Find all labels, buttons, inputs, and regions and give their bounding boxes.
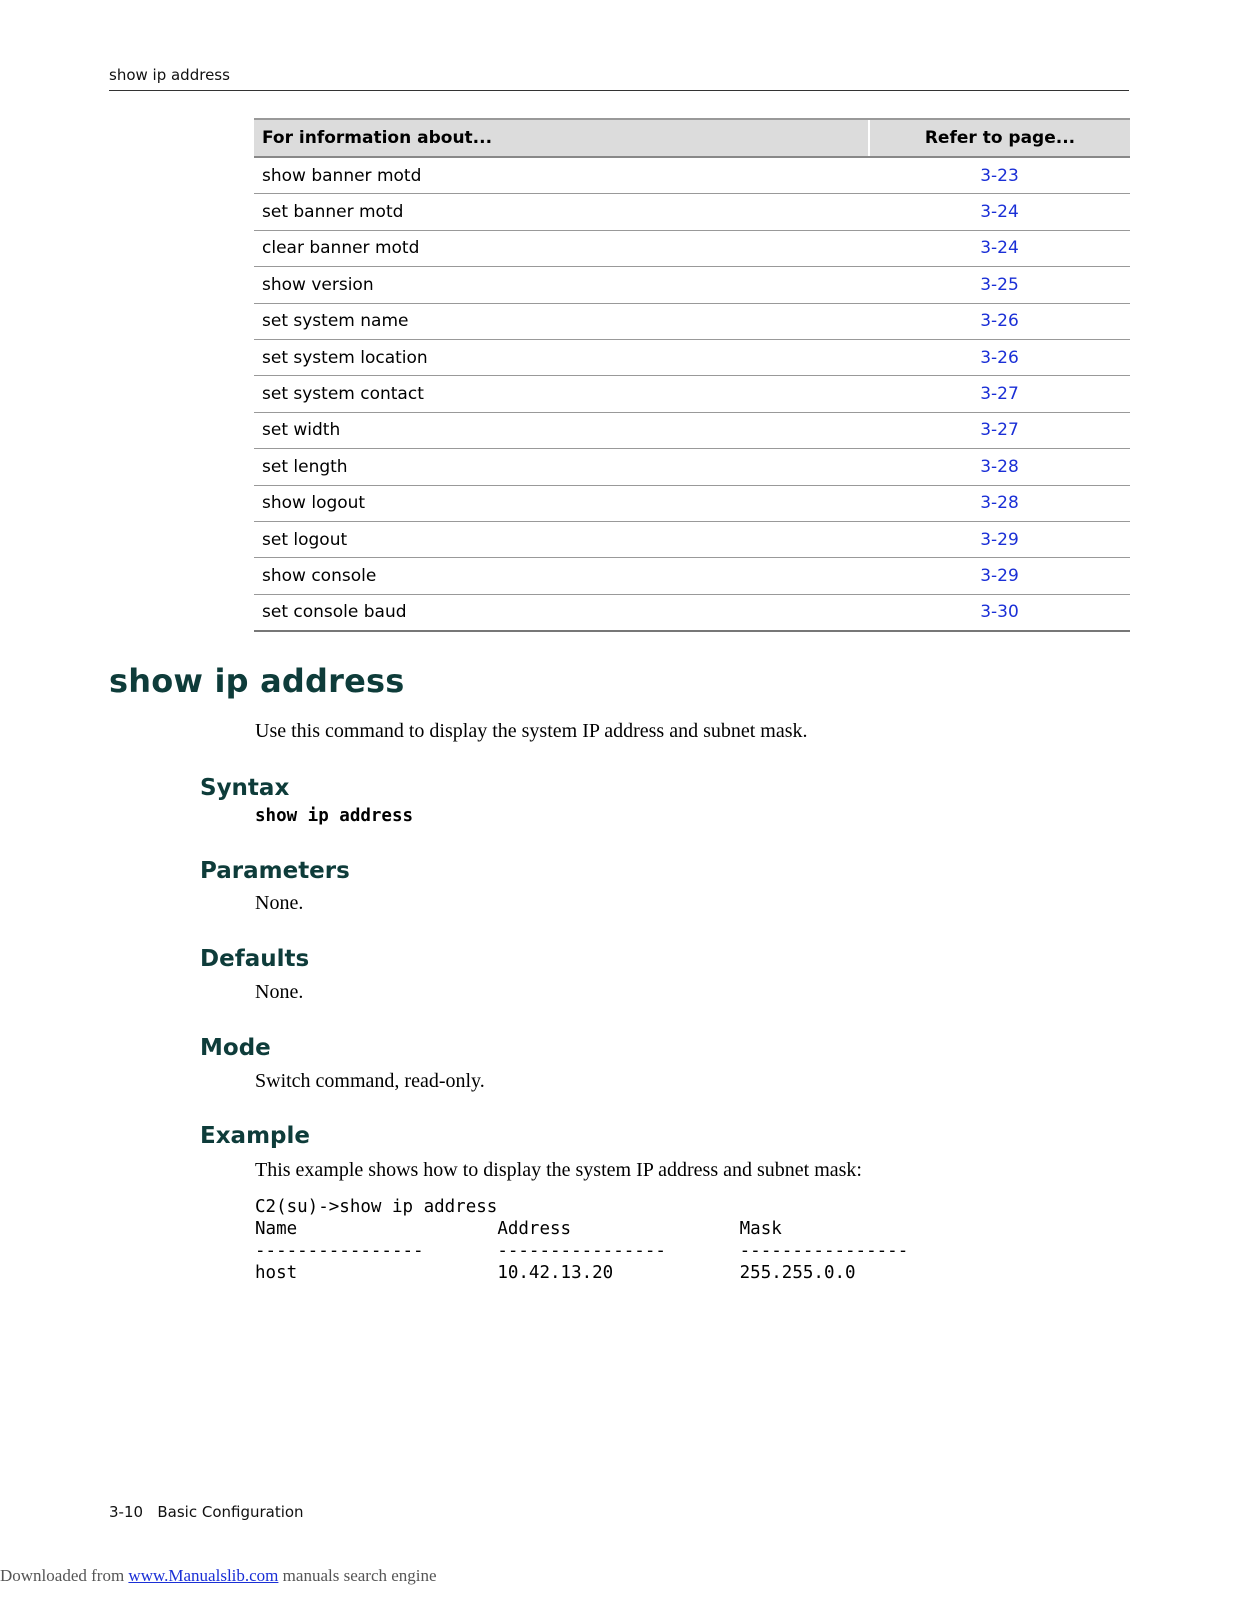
table-row [254, 376, 1130, 412]
topic-cell: show console [254, 558, 869, 594]
parameters-text: None. [255, 892, 304, 914]
download-suffix: manuals search engine [278, 1566, 437, 1585]
topic-cell: set banner motd [254, 194, 869, 230]
page-link[interactable]: 3-26 [869, 303, 1130, 339]
defaults-text: None. [255, 981, 304, 1003]
table-row [254, 303, 1130, 339]
table-row [254, 194, 1130, 230]
topic-cell: clear banner motd [254, 230, 869, 266]
download-prefix: Downloaded from [0, 1566, 129, 1585]
table-row [254, 558, 1130, 594]
section-title: show ip address [109, 662, 405, 700]
page-link[interactable]: 3-24 [869, 194, 1130, 230]
mode-heading: Mode [200, 1035, 271, 1061]
page-link[interactable]: 3-29 [869, 558, 1130, 594]
column-header-topic: For information about... [254, 119, 869, 157]
footer-chapter: Basic Configuration [157, 1503, 304, 1521]
page-link[interactable]: 3-27 [869, 412, 1130, 448]
table-row [254, 230, 1130, 266]
topic-cell: set system location [254, 339, 869, 375]
download-notice [0, 1566, 437, 1586]
page-link[interactable]: 3-28 [869, 485, 1130, 521]
syntax-command: show ip address [255, 806, 414, 826]
example-output: C2(su)->show ip address Name Address Mask ---------------- ---------------- ---------------- host 10.42.13.20 255.255.0.0 [255, 1197, 909, 1283]
manualslib-link[interactable]: www.Manualslib.com [128, 1566, 279, 1585]
table-header-row [254, 119, 1130, 157]
reference-table [254, 118, 1130, 632]
page-link[interactable]: 3-30 [869, 594, 1130, 631]
page-link[interactable]: 3-27 [869, 376, 1130, 412]
topic-cell: show version [254, 267, 869, 303]
topic-cell: set system contact [254, 376, 869, 412]
defaults-heading: Defaults [200, 946, 310, 972]
parameters-heading: Parameters [200, 858, 350, 884]
mode-text: Switch command, read-only. [255, 1070, 485, 1092]
topic-cell: set logout [254, 521, 869, 557]
page-link[interactable]: 3-23 [869, 157, 1130, 194]
example-intro: This example shows how to display the system IP address and subnet mask: [255, 1159, 862, 1181]
table-row [254, 521, 1130, 557]
page-link[interactable]: 3-28 [869, 449, 1130, 485]
section-intro: Use this command to display the system IP address and subnet mask. [255, 720, 808, 742]
syntax-heading: Syntax [200, 775, 290, 801]
example-heading: Example [200, 1123, 310, 1149]
column-header-page: Refer to page... [869, 119, 1130, 157]
table-row [254, 339, 1130, 375]
running-header: show ip address [109, 66, 1129, 91]
page-footer [109, 1503, 304, 1521]
table-row [254, 267, 1130, 303]
table-row [254, 449, 1130, 485]
page-link[interactable]: 3-25 [869, 267, 1130, 303]
topic-cell: show banner motd [254, 157, 869, 194]
table-row [254, 412, 1130, 448]
table-row [254, 594, 1130, 631]
topic-cell: set width [254, 412, 869, 448]
page-link[interactable]: 3-24 [869, 230, 1130, 266]
page-link[interactable]: 3-29 [869, 521, 1130, 557]
topic-cell: set length [254, 449, 869, 485]
topic-cell: set console baud [254, 594, 869, 631]
page-link[interactable]: 3-26 [869, 339, 1130, 375]
table-row [254, 485, 1130, 521]
topic-cell: show logout [254, 485, 869, 521]
topic-cell: set system name [254, 303, 869, 339]
footer-page-number: 3-10 [109, 1503, 144, 1521]
table-row [254, 157, 1130, 194]
